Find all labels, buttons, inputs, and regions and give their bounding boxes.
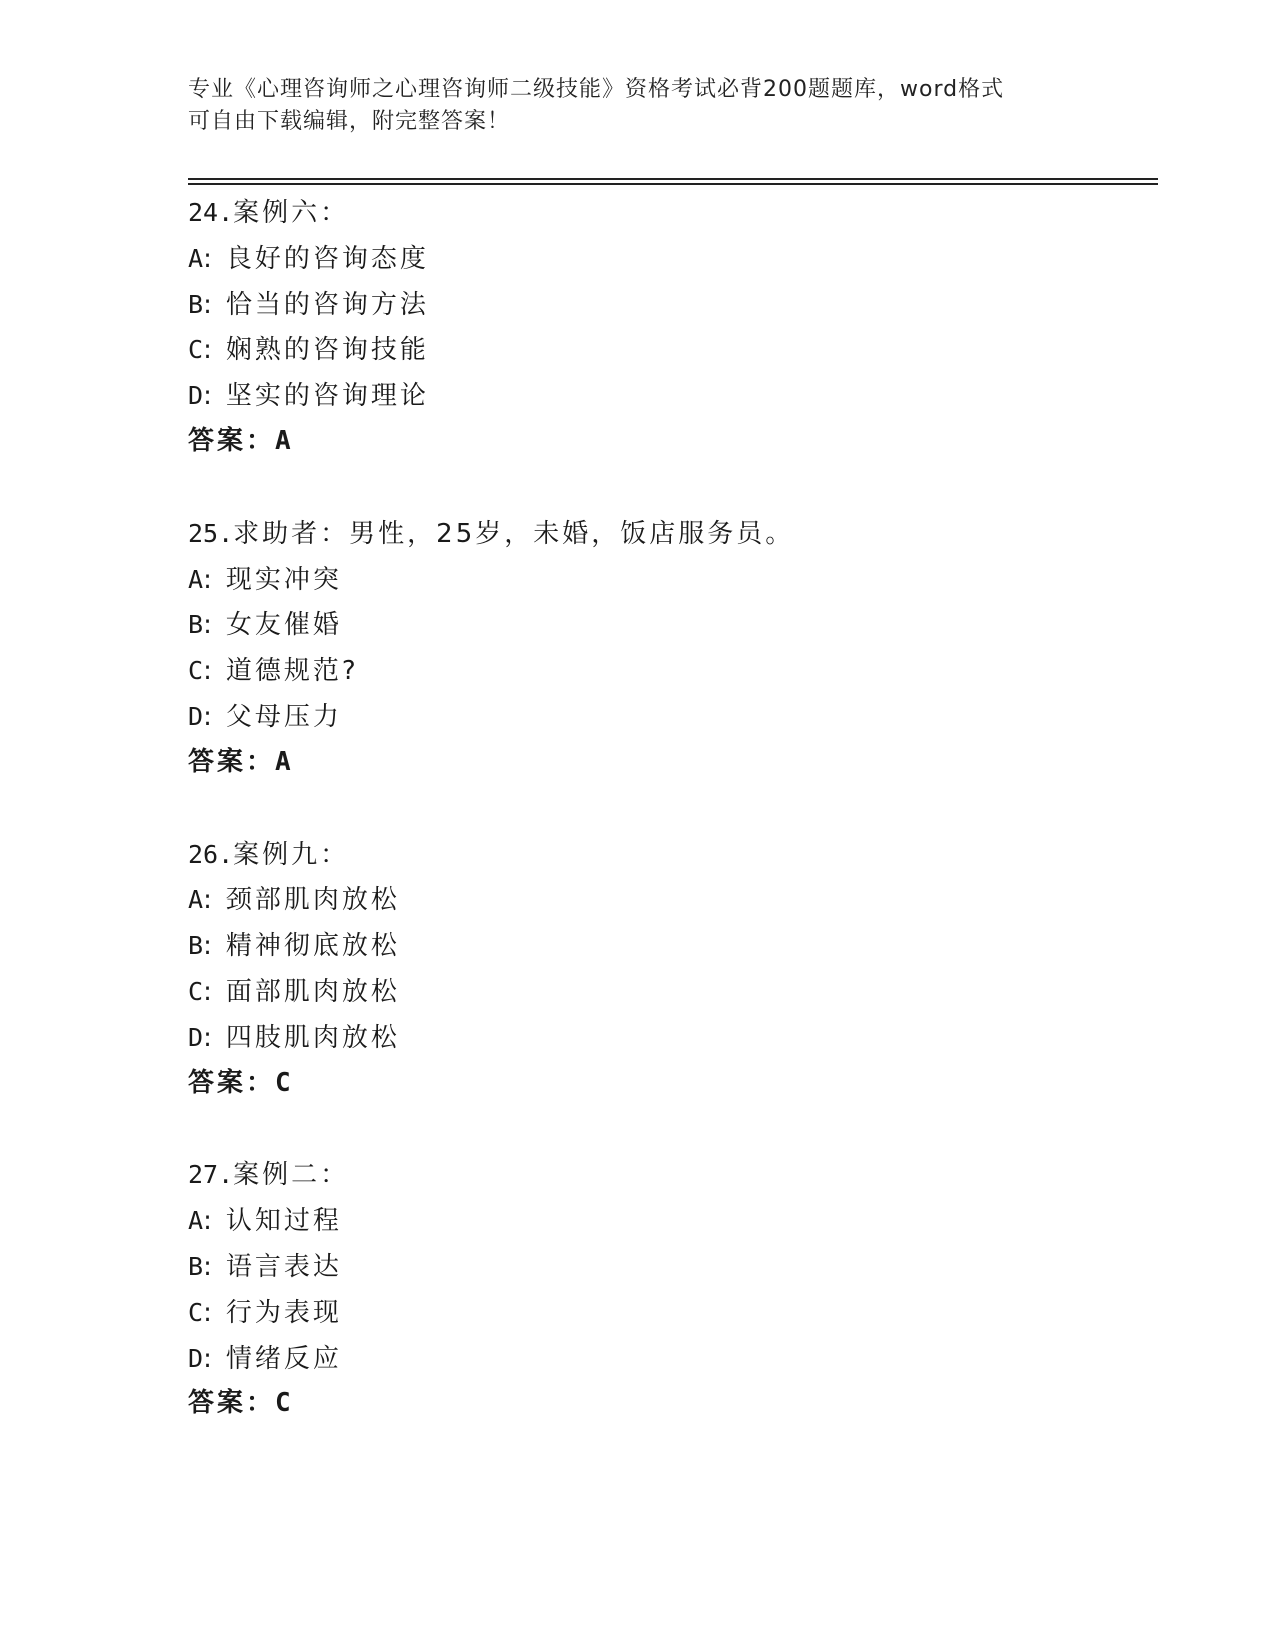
option-a bbox=[188, 877, 1158, 923]
option-b bbox=[188, 923, 1158, 969]
question-text: 案例六： bbox=[233, 198, 350, 228]
option-text: 坚实的咨询理论 bbox=[225, 381, 429, 412]
question-stem bbox=[188, 832, 1158, 878]
option-d bbox=[188, 694, 1158, 740]
option-letter: D bbox=[188, 381, 204, 411]
option-letter: A bbox=[188, 1206, 204, 1236]
option-text: 认知过程 bbox=[225, 1206, 342, 1237]
option-separator: : bbox=[203, 885, 212, 916]
answer-value: A bbox=[275, 425, 291, 456]
option-letter: B bbox=[188, 610, 204, 640]
option-separator: : bbox=[203, 381, 212, 412]
header-divider-top bbox=[188, 178, 1158, 180]
header-divider-bottom bbox=[188, 183, 1158, 185]
option-separator: : bbox=[203, 289, 212, 320]
option-d bbox=[188, 1336, 1158, 1382]
question-block bbox=[188, 832, 1158, 1107]
question-block bbox=[188, 511, 1158, 786]
option-text: 良好的咨询态度 bbox=[225, 243, 429, 274]
option-letter: D bbox=[188, 1022, 204, 1052]
option-text: 行为表现 bbox=[225, 1297, 342, 1328]
option-text: 颈部肌肉放松 bbox=[225, 885, 400, 916]
option-letter: C bbox=[188, 976, 204, 1006]
answer-line bbox=[188, 419, 1158, 465]
question-list bbox=[188, 190, 1158, 1473]
option-letter: B bbox=[188, 1251, 204, 1281]
option-text: 父母压力 bbox=[225, 701, 342, 732]
header-line-1: 专业《心理咨询师之心理咨询师二级技能》资格考试必背200题题库，word格式 bbox=[188, 77, 1005, 102]
option-letter: A bbox=[188, 564, 204, 594]
option-a bbox=[188, 1198, 1158, 1244]
option-a bbox=[188, 236, 1158, 282]
option-c bbox=[188, 1290, 1158, 1336]
option-separator: : bbox=[203, 1022, 212, 1053]
option-c bbox=[188, 648, 1158, 694]
option-text: 恰当的咨询方法 bbox=[225, 289, 429, 320]
question-number: 24. bbox=[188, 198, 234, 227]
question-text: 案例九： bbox=[233, 839, 350, 870]
question-number: 26. bbox=[188, 839, 234, 869]
answer-value: C bbox=[275, 1388, 291, 1419]
option-letter: A bbox=[188, 243, 204, 273]
option-d bbox=[188, 373, 1158, 419]
option-d bbox=[188, 1015, 1158, 1061]
option-separator: : bbox=[203, 656, 212, 687]
option-text: 精神彻底放松 bbox=[225, 931, 400, 962]
option-letter: B bbox=[188, 931, 204, 961]
option-text: 面部肌肉放松 bbox=[225, 976, 400, 1007]
option-letter: C bbox=[188, 656, 204, 686]
answer-label: 答案： bbox=[188, 1067, 276, 1098]
option-text: 现实冲突 bbox=[225, 564, 342, 595]
option-separator: : bbox=[203, 1297, 212, 1328]
answer-label: 答案： bbox=[188, 425, 276, 456]
question-stem bbox=[188, 511, 1158, 557]
document-header bbox=[188, 74, 1088, 138]
answer-value: A bbox=[275, 746, 291, 777]
answer-label: 答案： bbox=[188, 746, 276, 777]
option-text: 语言表达 bbox=[225, 1251, 342, 1282]
option-separator: : bbox=[203, 1251, 212, 1282]
option-c bbox=[188, 969, 1158, 1015]
option-separator: : bbox=[203, 610, 212, 641]
option-separator: : bbox=[203, 931, 212, 962]
question-number: 27. bbox=[188, 1160, 234, 1190]
option-b bbox=[188, 602, 1158, 648]
question-stem bbox=[188, 190, 1158, 236]
question-block bbox=[188, 190, 1158, 465]
answer-line bbox=[188, 1061, 1158, 1107]
option-text: 情绪反应 bbox=[225, 1343, 342, 1374]
option-letter: D bbox=[188, 1343, 204, 1373]
option-separator: : bbox=[203, 564, 212, 595]
question-text: 案例二： bbox=[233, 1160, 350, 1191]
answer-line bbox=[188, 740, 1158, 786]
option-separator: : bbox=[203, 243, 212, 274]
option-letter: C bbox=[188, 1297, 204, 1327]
option-separator: : bbox=[203, 1206, 212, 1237]
option-separator: : bbox=[203, 976, 212, 1007]
answer-line bbox=[188, 1381, 1158, 1427]
option-letter: A bbox=[188, 885, 204, 915]
option-separator: : bbox=[203, 335, 212, 366]
option-separator: : bbox=[203, 701, 212, 732]
option-letter: C bbox=[188, 335, 204, 365]
option-b bbox=[188, 1244, 1158, 1290]
option-letter: B bbox=[188, 289, 204, 319]
option-text: 四肢肌肉放松 bbox=[225, 1022, 400, 1053]
option-text: 女友催婚 bbox=[225, 610, 342, 641]
question-block bbox=[188, 1152, 1158, 1427]
option-letter: D bbox=[188, 701, 204, 731]
question-text: 求助者：男性，25岁，未婚，饭店服务员。 bbox=[233, 518, 795, 549]
answer-label: 答案： bbox=[188, 1388, 276, 1419]
option-text: 道德规范? bbox=[225, 656, 359, 687]
option-separator: : bbox=[203, 1343, 212, 1374]
answer-value: C bbox=[275, 1067, 291, 1098]
option-c bbox=[188, 327, 1158, 373]
option-a bbox=[188, 557, 1158, 603]
option-b bbox=[188, 282, 1158, 328]
question-number: 25. bbox=[188, 518, 234, 548]
header-line-2: 可自由下载编辑，附完整答案！ bbox=[188, 109, 511, 134]
question-stem bbox=[188, 1152, 1158, 1198]
option-text: 娴熟的咨询技能 bbox=[225, 335, 429, 366]
